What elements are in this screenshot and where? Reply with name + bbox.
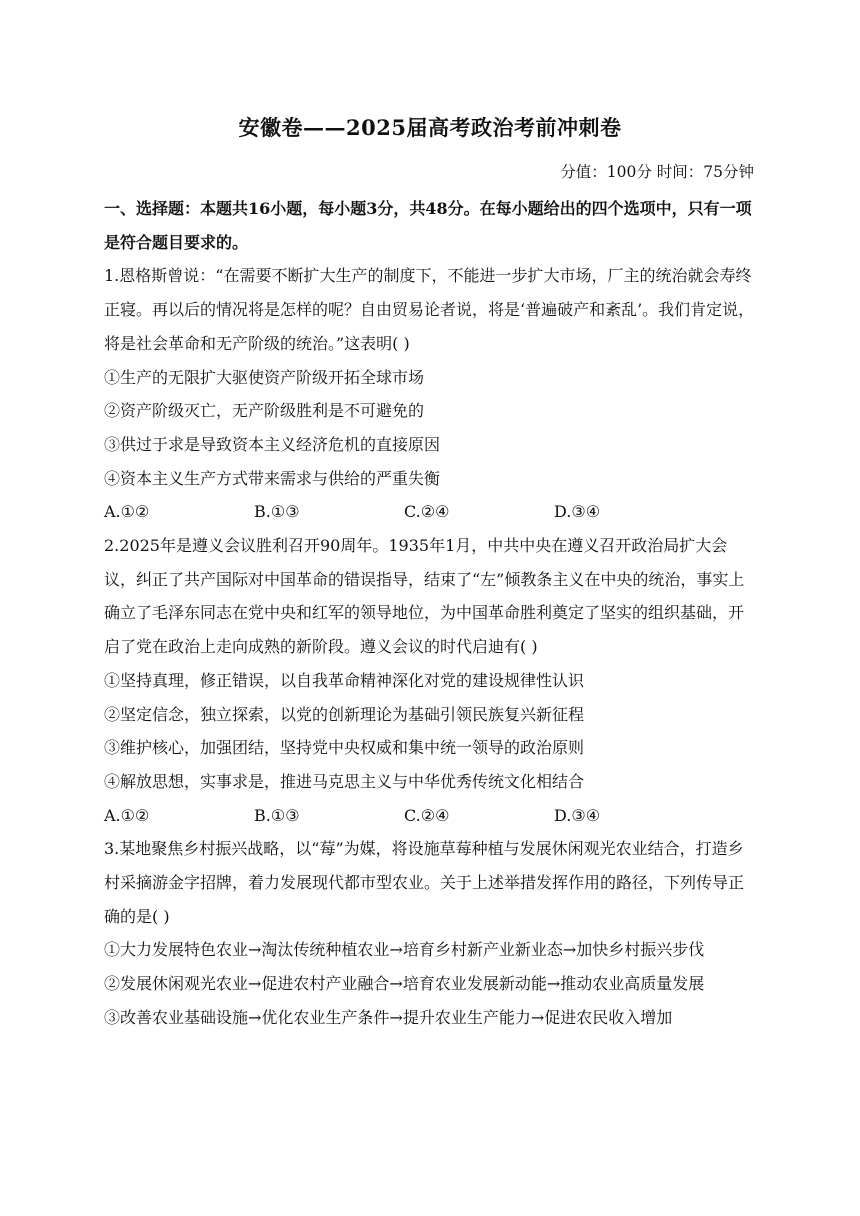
option-a: A.①② bbox=[104, 502, 150, 522]
question-2 bbox=[104, 529, 756, 832]
option-b: B.①③ bbox=[254, 805, 300, 825]
question-item: ②发展休闲观光农业→促进农村产业融合→培育农业发展新动能→推动农业高质量发展 bbox=[104, 974, 705, 994]
question-stem: 3.某地聚焦乡村振兴战略，以“莓”为媒，将设施草莓种植与发展休闲观光农业结合，打造乡村采摘游金字招牌，着力发展现代都市型农业。关于上述举措发挥作用的路径，下列传导正确的是( ) bbox=[104, 839, 745, 926]
score-time-info: 分值：100分 时间：75分钟 bbox=[560, 163, 754, 181]
page-title: 安徽卷——2025届高考政治考前冲刺卷 bbox=[238, 115, 622, 140]
option-a: A.①② bbox=[104, 805, 150, 825]
option-c: C.②④ bbox=[404, 805, 450, 825]
question-item: ①生产的无限扩大驱使资产阶级开拓全球市场 bbox=[104, 367, 425, 387]
answer-options bbox=[104, 495, 756, 529]
question-3 bbox=[104, 832, 756, 1034]
question-item: ①大力发展特色农业→淘汰传统种植农业→培育乡村新产业新业态→加快乡村振兴步伐 bbox=[104, 940, 705, 960]
question-stem: 1.恩格斯曾说：“在需要不断扩大生产的制度下，不能进一步扩大市场，厂主的统治就会寿终正寝。再以后的情况将是怎样的呢？自由贸易论者说，将是‘普遍破产和紊乱’。我们肯定说，将是社会革命和无产阶级的统治。”这表明( ) bbox=[104, 266, 755, 353]
answer-options bbox=[104, 799, 756, 833]
question-item: ①坚持真理，修正错误，以自我革命精神深化对党的建设规律性认识 bbox=[104, 670, 585, 690]
exam-content bbox=[104, 192, 756, 1035]
section-heading: 一、选择题：本题共16小题，每小题3分，共48分。在每小题给出的四个选项中，只有一项是符合题目要求的。 bbox=[104, 199, 752, 252]
question-stem: 2.2025年是遵义会议胜利召开90周年。1935年1月，中共中央在遵义召开政治局扩大会议，纠正了共产国际对中国革命的错误指导，结束了“左”倾教条主义在中央的统治，事实上确立了毛泽东同志在党中央和红军的领导地位，为中国革命胜利奠定了坚实的组织基础，开启了党在政治上走向成熟的新阶段。遵义会议的时代启迪有( ) bbox=[104, 536, 745, 657]
question-item: ②资产阶级灭亡，无产阶级胜利是不可避免的 bbox=[104, 401, 425, 421]
option-b: B.①③ bbox=[254, 502, 300, 522]
option-d: D.③④ bbox=[554, 502, 601, 522]
question-item: ④解放思想，实事求是，推进马克思主义与中华优秀传统文化相结合 bbox=[104, 771, 585, 791]
question-1 bbox=[104, 259, 756, 529]
question-item: ④资本主义生产方式带来需求与供给的严重失衡 bbox=[104, 468, 441, 488]
question-item: ③改善农业基础设施→优化农业生产条件→提升农业生产能力→促进农民收入增加 bbox=[104, 1007, 673, 1027]
question-item: ③维护核心，加强团结，坚持党中央权威和集中统一领导的政治原则 bbox=[104, 738, 585, 758]
option-c: C.②④ bbox=[404, 502, 450, 522]
question-item: ③供过于求是导致资本主义经济危机的直接原因 bbox=[104, 434, 441, 454]
question-item: ②坚定信念，独立探索，以党的创新理论为基础引领民族复兴新征程 bbox=[104, 704, 585, 724]
option-d: D.③④ bbox=[554, 805, 601, 825]
